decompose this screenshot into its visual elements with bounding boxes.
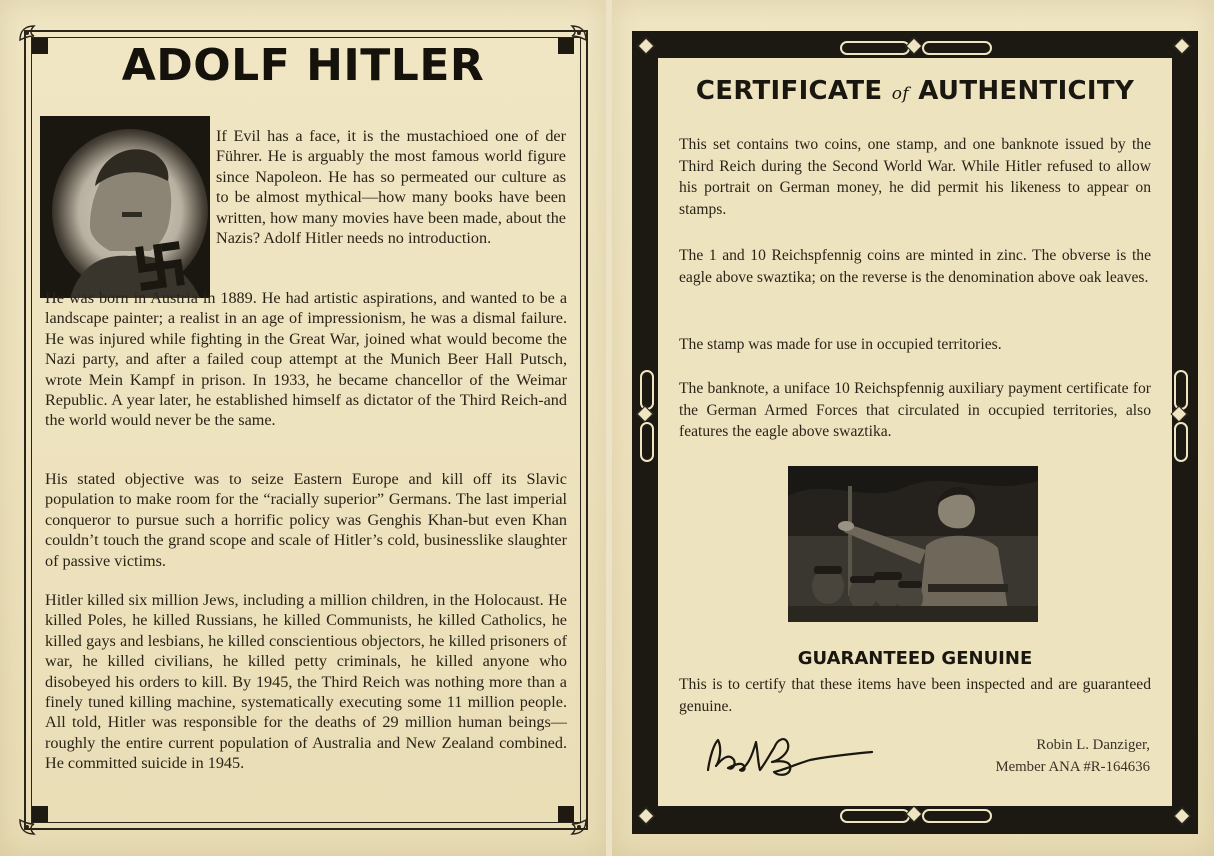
frame-ornament-left <box>640 370 654 410</box>
signer-block <box>900 734 1150 778</box>
coins-paragraph: The 1 and 10 Reichspfennig coins are minted in zinc. The obverse is the eagle above swaztika; on the reverse is the denomination above oak leaves. <box>679 247 1151 286</box>
corner-ornament-bottom-left <box>18 802 52 836</box>
objective-paragraph: His stated objective was to seize Eastern Europe and kill off its Slavic population to make room for the “racially superior” Germans. The last imperial conqueror to pursue such a horrific policy was Genghis Khan-but even Khan couldn’t touch the grand scope and scale of Hitler’s cold, businesslike slaughter of passive victims. <box>45 470 567 570</box>
frame-ornament-top <box>840 41 910 55</box>
certificate-title-part1: CERTIFICATE <box>695 76 883 106</box>
intro-paragraph: If Evil has a face, it is the mustachioed one of der Führer. He is arguably the most famous world figure since Napoleon. He has so permeated our culture as to be almost mythical—how many books have been written, how many movies have been made, about the Nazis? Adolf Hitler needs no introduction. <box>216 127 566 248</box>
banknote-paragraph: The banknote, a uniface 10 Reichspfennig auxiliary payment certificate for the German Armed Forces that circulated in occupied territories, also features the eagle above swaztika. <box>679 380 1151 441</box>
frame-ornament-top-2 <box>922 41 992 55</box>
portrait-photo <box>40 116 210 298</box>
certificate-title-of: of <box>891 84 909 104</box>
certificate-title-part2: AUTHENTICITY <box>918 76 1135 106</box>
signer-membership: Member ANA #R-164636 <box>995 759 1150 775</box>
salute-photo <box>788 466 1038 622</box>
frame-ornament-right <box>1174 370 1188 410</box>
atrocities-paragraph: Hitler killed six million Jews, including a million children, in the Holocaust. He killed Poles, he killed Russians, he killed Communists, he killed Catholics, he killed gays and lesbians, he killed conscientious objectors, he killed prisoners of war, he killed civilians, he killed petty criminals, he killed anyone who disobeyed his orders to kill. By 1945, the Third Reich was nothing more than a finely tuned killing machine, systematically executing some 11 million people. All told, Hitler was responsible for the deaths of 29 million human beings—roughly the entire current population of Australia and New Zealand combined. He committed suicide in 1945. <box>45 591 567 773</box>
corner-ornament-bottom-right <box>554 802 588 836</box>
certificate-title <box>660 76 1170 106</box>
frame-ornament-left-2 <box>640 422 654 462</box>
frame-ornament-bottom-2 <box>922 809 992 823</box>
guarantee-paragraph: This is to certify that these items have been inspected and are guaranteed genuine. <box>679 676 1151 715</box>
frame-ornament-right-2 <box>1174 422 1188 462</box>
set-contents-paragraph: This set contains two coins, one stamp, and one banknote issued by the Third Reich during the Second World War. While Hitler refused to allow his portrait on German money, he did permit his likeness to appear on stamps. <box>679 136 1151 218</box>
guaranteed-heading: GUARANTEED GENUINE <box>797 648 1033 669</box>
stamp-paragraph: The stamp was made for use in occupied territories. <box>679 336 1002 353</box>
frame-ornament-bottom <box>840 809 910 823</box>
page-title: ADOLF HITLER <box>121 40 485 91</box>
biography-paragraph: He was born in Austria in 1889. He had artistic aspirations, and wanted to be a landscape painter; a realist in an age of impressionism, he was a dismal failure. He was injured while fighting in the Great War, joined what would become the Nazi party, and after a failed coup attempt at the Munich Beer Hall Putsch, wrote Mein Kampf in prison. In 1933, he became chancellor of the Weimar Republic. A year later, he established himself as dictator of the Third Reich-and the world would never be the same. <box>45 289 567 430</box>
handwritten-signature <box>700 726 880 782</box>
signer-name: Robin L. Danziger, <box>1036 737 1150 753</box>
